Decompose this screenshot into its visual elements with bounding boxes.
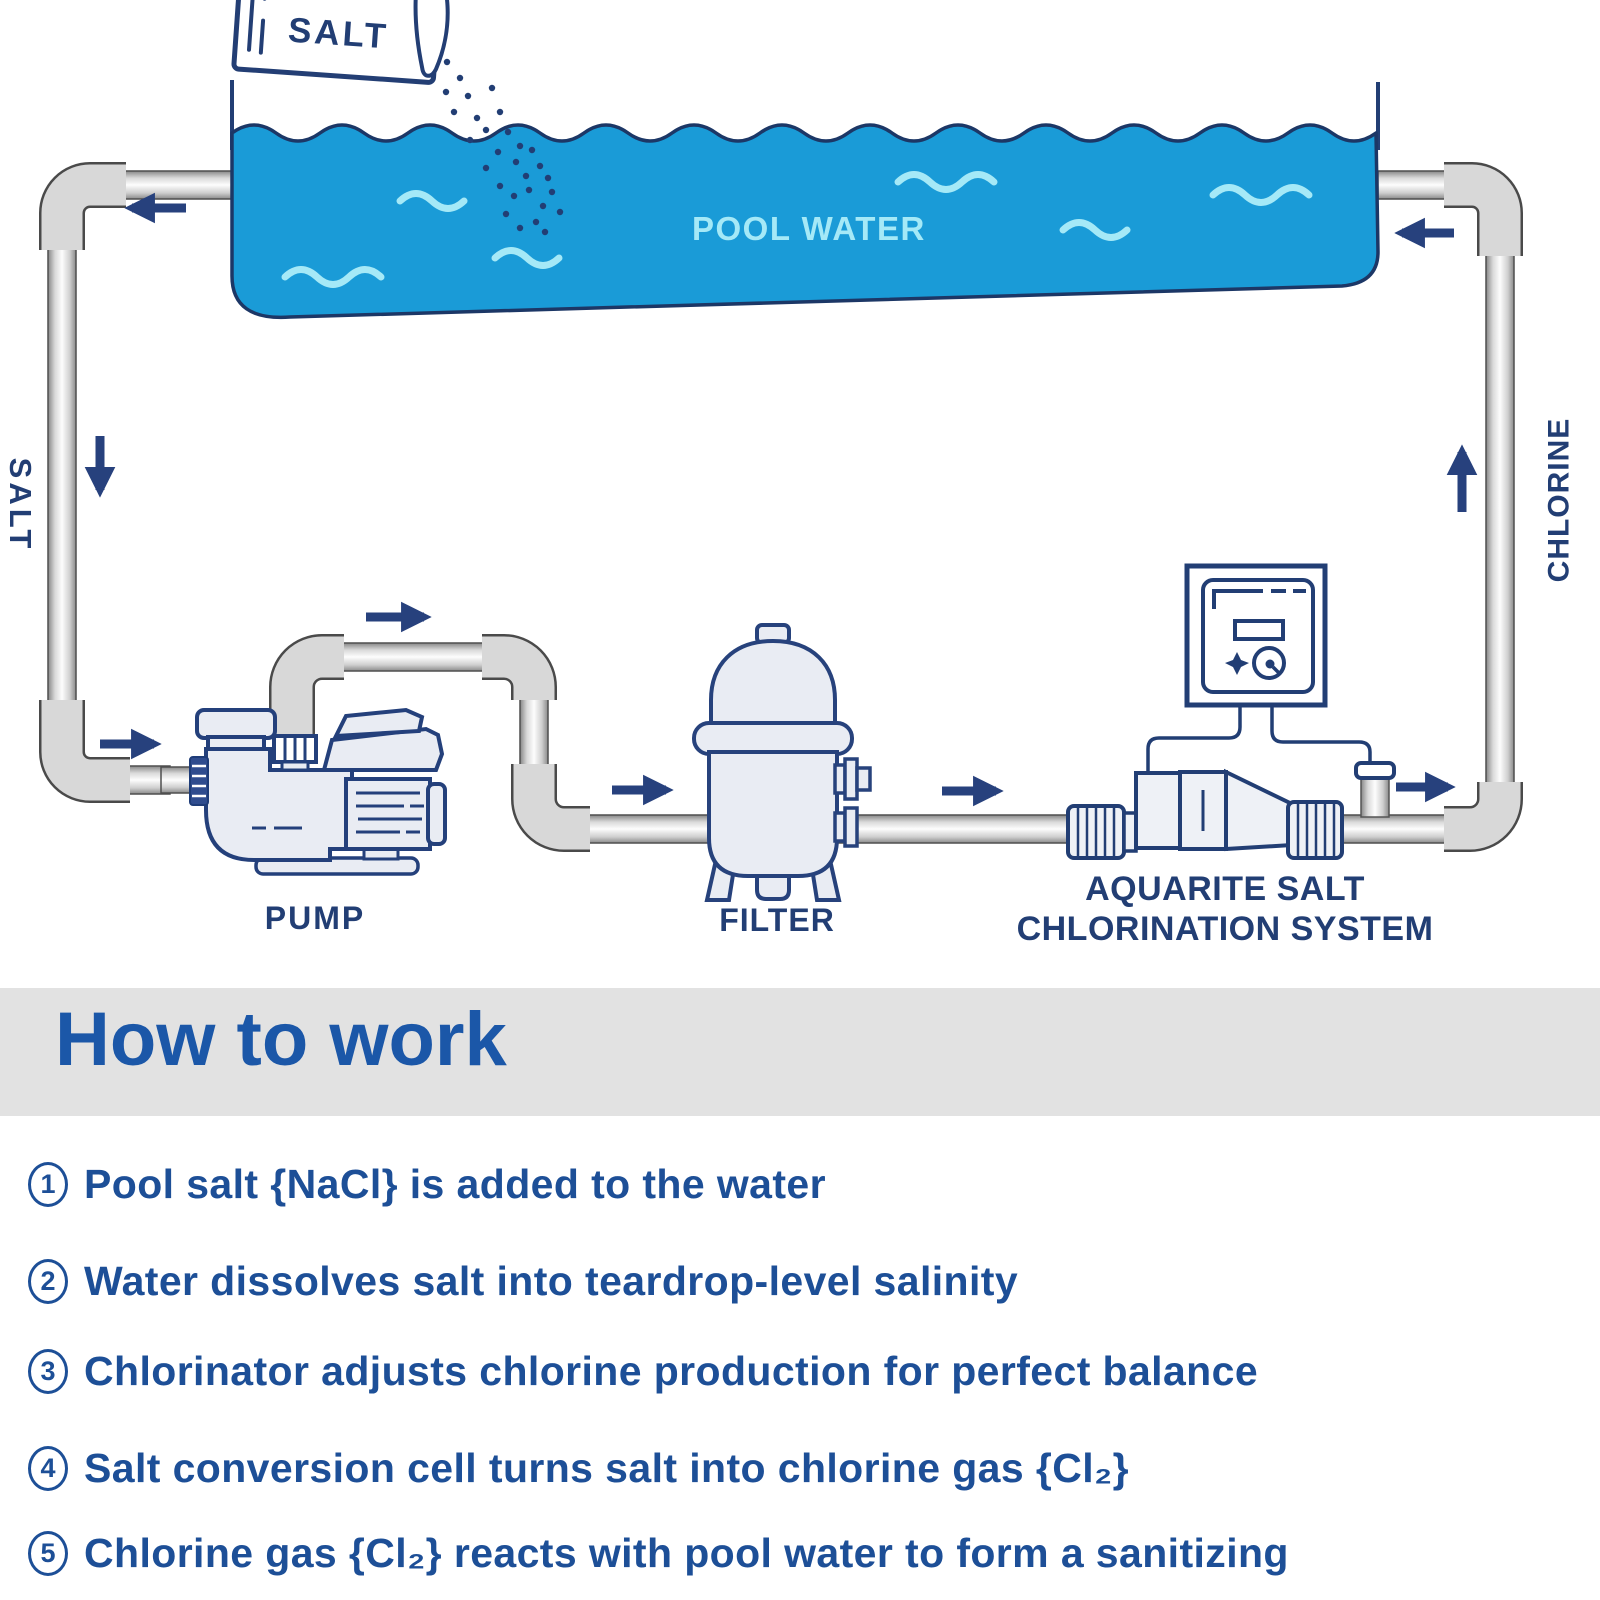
pump-icon	[190, 710, 445, 874]
step-number-badge: 4	[28, 1446, 68, 1491]
flow-sensor	[1356, 763, 1394, 817]
section-title: How to work	[55, 997, 507, 1082]
step-number-badge: 1	[28, 1162, 68, 1207]
step-item-3	[28, 1346, 1258, 1396]
step-text: Water dissolves salt into teardrop-level salinity	[84, 1257, 1019, 1304]
salt-flow-label: SALT	[3, 457, 38, 553]
chlorinator-label-line2: CHLORINATION SYSTEM	[1016, 910, 1434, 948]
chlorinator-label-line1: AQUARITE SALT	[1085, 870, 1365, 908]
step-text: Chlorinator adjusts chlorine production for perfect balance	[84, 1347, 1259, 1394]
step-item-4	[28, 1443, 1129, 1493]
step-text: Chlorine gas {Cl₂} reacts with pool water to form a sanitizing	[84, 1529, 1289, 1576]
filter-label: FILTER	[719, 902, 835, 938]
control-wires	[1148, 705, 1370, 771]
section-header-band	[0, 988, 1600, 1116]
salt-bag-label: SALT	[286, 10, 391, 57]
step-number-badge: 2	[28, 1259, 68, 1304]
chlorine-flow-label: CHLORINE	[1542, 417, 1576, 583]
step-text: Pool salt {NaCl} is added to the water	[84, 1160, 826, 1207]
chlorinator-icon	[1068, 566, 1394, 858]
salt-cell	[1068, 772, 1342, 858]
step-text: Salt conversion cell turns salt into chlorine gas {Cl₂}	[84, 1444, 1129, 1491]
step-number-badge: 5	[28, 1531, 68, 1576]
step-item-2	[28, 1256, 1018, 1306]
step-item-5	[28, 1528, 1289, 1578]
pool-water-label: POOL WATER	[692, 210, 926, 247]
pump-label: PUMP	[264, 900, 366, 936]
filter-icon	[694, 625, 870, 900]
step-item-1	[28, 1159, 826, 1209]
step-number-badge: 3	[28, 1349, 68, 1394]
